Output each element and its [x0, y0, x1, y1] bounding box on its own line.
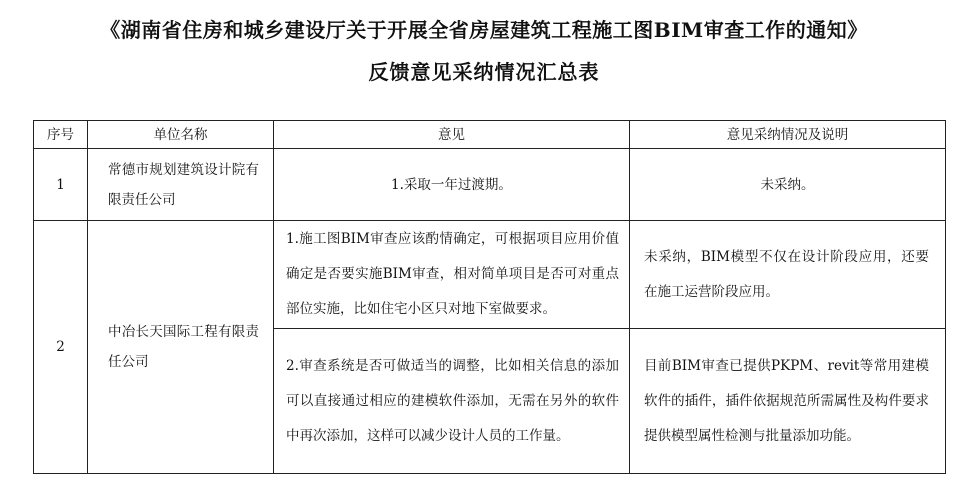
opinion-text: 1.施工图BIM审查应该酌情确定，可根据项目应用价值确定是否要实施BIM审查，相对简单项目是否可对重点部位实施，比如住宅小区只对地下室做要求。 — [274, 221, 630, 329]
opinion-text: 1.采取一年过渡期。 — [274, 149, 630, 221]
feedback-table — [33, 120, 946, 474]
unit-name: 中冶长天国际工程有限责任公司 — [88, 221, 274, 474]
table-row — [34, 149, 946, 221]
table-row — [34, 221, 946, 329]
table-header-row — [34, 121, 946, 149]
unit-name: 常德市规划建筑设计院有限责任公司 — [88, 149, 274, 221]
response-text: 未采纳，BIM模型不仅在设计阶段应用，还要在施工运营阶段应用。 — [630, 221, 946, 329]
header-response: 意见采纳情况及说明 — [630, 121, 946, 149]
header-no: 序号 — [34, 121, 88, 149]
response-text: 未采纳。 — [630, 149, 946, 221]
response-text: 目前BIM审查已提供PKPM、revit等常用建模软件的插件，插件依据规范所需属性及构件要求提供模型属性检测与批量添加功能。 — [630, 329, 946, 474]
header-unit: 单位名称 — [88, 121, 274, 149]
document-title: 《湖南省住房和城乡建设厅关于开展全省房屋建筑工程施工图BIM审查工作的通知》 — [100, 18, 868, 42]
opinion-text: 2.审查系统是否可做适当的调整，比如相关信息的添加可以直接通过相应的建模软件添加，无需在另外的软件中再次添加，这样可以减少设计人员的工作量。 — [274, 329, 630, 474]
header-opinion: 意见 — [274, 121, 630, 149]
row-number: 2 — [34, 221, 88, 474]
row-number: 1 — [34, 149, 88, 221]
document-subtitle: 反馈意见采纳情况汇总表 — [368, 60, 600, 84]
